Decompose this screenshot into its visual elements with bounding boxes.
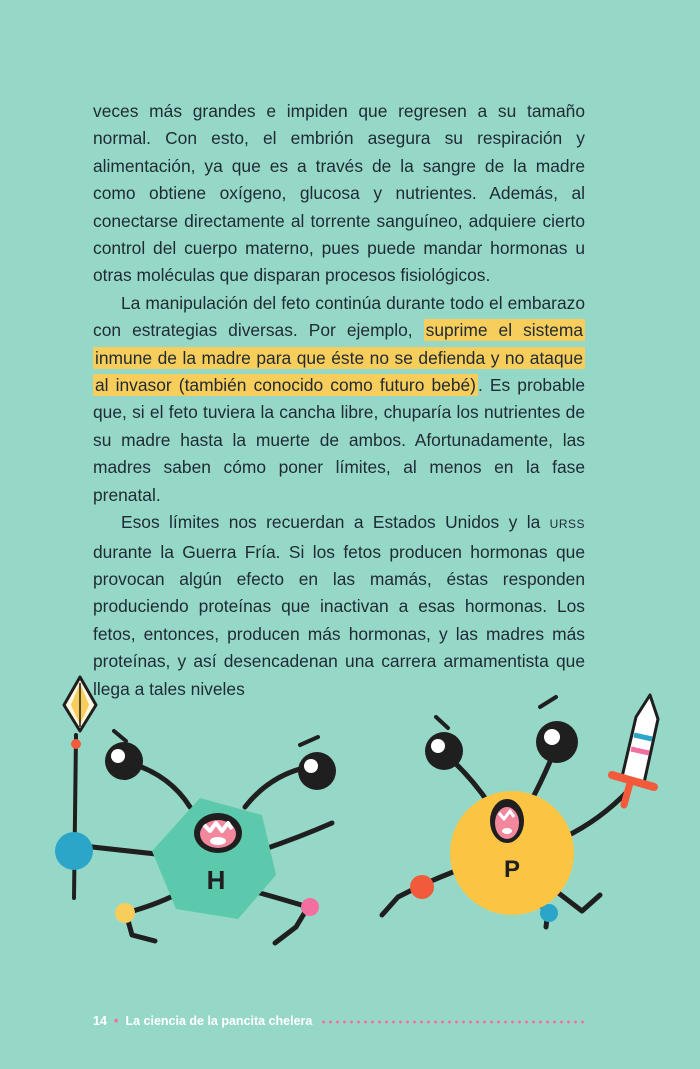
protein-left-eye-icon xyxy=(425,717,463,770)
paragraph-3-end: durante la Guerra Fría. Si los fetos producen hormonas que provocan algún efecto en las mamás, éstas responden produciendo proteínas que inactivan a esas hormonas. Los fetos, entonces, producen más hormonas, y las madres más proteínas, y así desencadenan una carrera armamentista que llega a tales niveles xyxy=(93,541,585,699)
illustration xyxy=(0,665,700,955)
body-text xyxy=(93,98,585,703)
protein-character xyxy=(382,695,658,927)
bullet-dot-icon: • xyxy=(113,1013,119,1028)
hormone-mouth-icon xyxy=(194,813,242,853)
paragraph-1: veces más grandes e impiden que regresen a su tamaño normal. Con esto, el embrión asegura su respiración y alimentación, ya que es a través de la sangre de la madre como obtiene oxígeno, glucosa y nutrientes. Además, al conectarse directamente al torrente sanguíneo, adquiere cierto control del cuerpo materno, pues puede mandar hormonas u otras moléculas que disparan procesos fisiológicos. xyxy=(93,101,585,286)
protein-letter: P xyxy=(503,856,521,883)
paragraph-3-start: Esos límites nos recuerdan a Estados Unidos y la xyxy=(121,512,541,533)
page-number: 14 xyxy=(93,1013,107,1028)
paragraph-2-start: La manipulación del feto continúa durante todo el embarazo con estrategias diversas. Por ejemplo, xyxy=(93,292,585,341)
hormone-character xyxy=(55,677,336,943)
paragraph-2-end: . Es probable que, si el feto tuviera la cancha libre, chuparía los nutrientes de su madre hasta la muerte de ambos. Afortunadamente, las madres saben cómo poner límites, al menos en la fase prenatal. xyxy=(93,375,585,505)
hormone-left-eye-icon xyxy=(105,731,143,780)
dotted-leader xyxy=(320,1020,585,1024)
page-footer xyxy=(93,1013,585,1028)
protein-right-eye-icon xyxy=(536,697,578,763)
highlighted-text: suprime el sistema inmune de la madre para que éste no se defienda y no ataque al invasor (también conocido como futuro bebé) xyxy=(95,320,583,396)
protein-mouth-icon xyxy=(490,799,524,843)
acronym-urss: URSS xyxy=(549,517,586,532)
hormone-right-eye-icon xyxy=(298,737,336,790)
sword-icon xyxy=(612,695,658,805)
running-title: La ciencia de la pancita chelera xyxy=(125,1013,313,1028)
hormone-letter: H xyxy=(206,865,226,895)
paragraph-2 xyxy=(93,290,585,509)
